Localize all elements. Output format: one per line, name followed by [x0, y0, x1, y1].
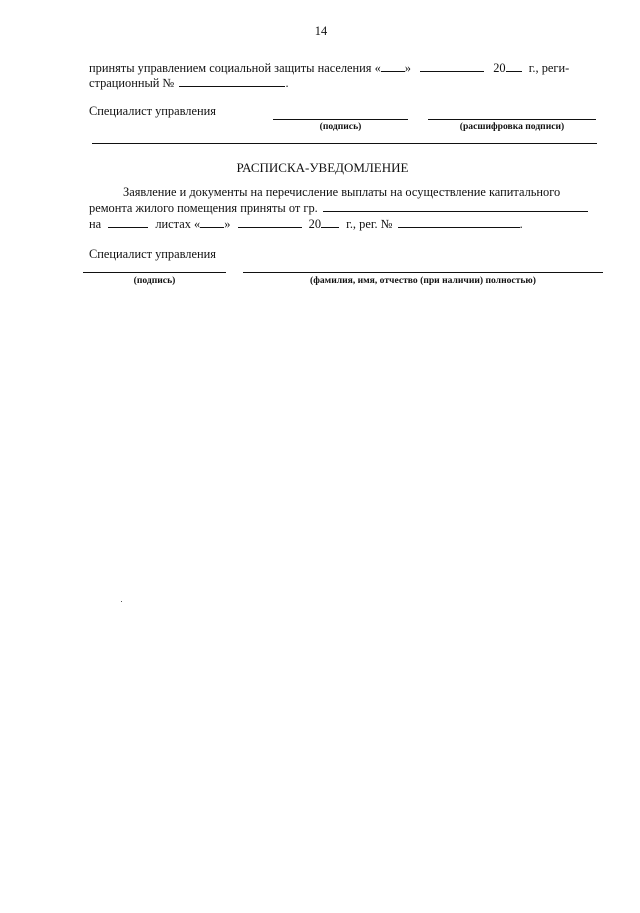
sheets-count-blank	[108, 216, 148, 228]
page-number: 14	[314, 24, 328, 38]
sheets-label: листах «	[155, 217, 201, 231]
receipt-day-blank	[200, 216, 224, 228]
separator-line	[92, 143, 597, 144]
reg-number-blank	[398, 216, 520, 228]
registration-line	[89, 75, 289, 91]
reg-label: г., рег. №	[346, 217, 393, 231]
period: .	[285, 76, 289, 90]
receipt-details-line	[89, 216, 523, 232]
scan-speck	[121, 601, 122, 602]
applicant-name-blank	[323, 200, 588, 212]
specialist-label-2: Специалист управления	[89, 247, 216, 261]
decoding-line-1	[428, 119, 596, 120]
receipt-quote-close: »	[224, 217, 231, 231]
signature-caption-1: (подпись)	[319, 121, 362, 132]
receipt-month-blank	[238, 216, 302, 228]
receipt-paragraph-line-1: Заявление и документы на перечисление выплаты на осуществление капитального	[123, 185, 561, 199]
fullname-caption: (фамилия, имя, отчество (при наличии) полностью)	[310, 275, 536, 286]
signature-caption-2: (подпись)	[133, 275, 176, 286]
receipt-paragraph-line-2	[89, 200, 588, 216]
signature-line-1	[273, 119, 408, 120]
year-blank	[506, 60, 522, 72]
registration-number-blank	[179, 75, 285, 87]
registration-label: страционный №	[89, 76, 175, 90]
specialist-label-1: Специалист управления	[89, 104, 216, 118]
year-prefix: 20	[493, 61, 506, 75]
accepted-by-text	[89, 60, 569, 76]
year-suffix: г., реги-	[528, 61, 570, 75]
receipt-year-blank	[321, 216, 339, 228]
signature-line-2	[83, 272, 226, 273]
on-label: на	[89, 217, 102, 231]
fullname-line	[243, 272, 603, 273]
receipt-title: РАСПИСКА-УВЕДОМЛЕНИЕ	[236, 160, 409, 175]
day-blank	[381, 60, 405, 72]
receipt-period: .	[519, 217, 523, 231]
accepted-from-label: ремонта жилого помещения приняты от гр.	[89, 201, 318, 215]
decoding-caption-1: (расшифровка подписи)	[459, 121, 565, 132]
month-blank	[420, 60, 484, 72]
receipt-year-prefix: 20	[308, 217, 322, 231]
quote-close: »	[404, 61, 411, 75]
accepted-by-label: приняты управлением социальной защиты населения «	[89, 61, 381, 75]
